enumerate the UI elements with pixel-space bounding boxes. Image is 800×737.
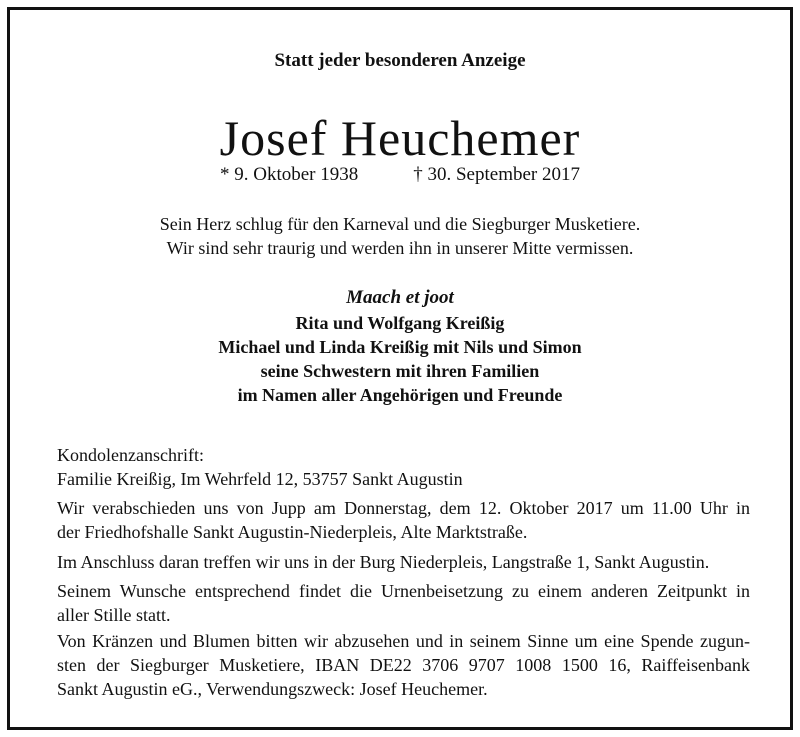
paragraph-line: Wir verabschieden uns von Jupp am Donnerstag, dem 12. Oktober 2017 um 11.00 Uhr in	[57, 498, 750, 518]
funeral-paragraph	[57, 496, 750, 544]
address-label: Kondolenzanschrift:	[57, 445, 204, 465]
paragraph-line: sten der Siegburger Musketiere, IBAN DE22 3706 9707 1008 1500 16, Raiffeisenbank	[57, 655, 750, 675]
intro-line: Sein Herz schlug für den Karneval und die Siegburger Musketiere.	[159, 214, 641, 234]
paragraph-line: Im Anschluss daran treffen wir uns in der Burg Niederpleis, Langstraße 1, Sankt Augustin.	[57, 552, 710, 572]
mourner-line: im Namen aller Angehörigen und Freunde	[237, 385, 563, 405]
paragraph-line: aller Stille statt.	[57, 605, 171, 625]
birth-date: * 9. Oktober 1938	[220, 164, 359, 185]
deceased-name: Josef Heuchemer	[219, 110, 581, 166]
mourners-list	[10, 311, 790, 407]
death-date: † 30. September 2017	[413, 164, 580, 185]
notice-header: Statt jeder besonderen Anzeige	[274, 50, 526, 71]
mourner-line: seine Schwestern mit ihren Familien	[260, 361, 540, 381]
paragraph-line: Von Kränzen und Blumen bitten wir abzusehen und in seinem Sinne um eine Spende zugun-	[57, 631, 750, 651]
mourner-line: Rita und Wolfgang Kreißig	[295, 313, 505, 333]
motto: Maach et joot	[346, 287, 454, 308]
address-line: Familie Kreißig, Im Wehrfeld 12, 53757 Sankt Augustin	[57, 469, 463, 489]
paragraph-line: Seinem Wunsche entsprechend findet die Urnenbeisetzung zu einem anderen Zeitpunkt in	[57, 581, 750, 601]
paragraph-line: Sankt Augustin eG., Verwendungszweck: Josef Heuchemer.	[57, 679, 488, 699]
donation-paragraph	[57, 629, 750, 701]
gathering-paragraph	[57, 550, 750, 574]
obituary-notice	[7, 7, 793, 730]
mourner-line: Michael und Linda Kreißig mit Nils und Simon	[218, 337, 582, 357]
burial-paragraph	[57, 579, 750, 627]
intro-text	[10, 212, 790, 260]
life-dates	[220, 164, 580, 186]
intro-line: Wir sind sehr traurig und werden ihn in unserer Mitte vermissen.	[166, 238, 634, 258]
paragraph-line: der Friedhofshalle Sankt Augustin-Niederpleis, Alte Marktstraße.	[57, 522, 528, 542]
condolence-address	[57, 443, 750, 491]
